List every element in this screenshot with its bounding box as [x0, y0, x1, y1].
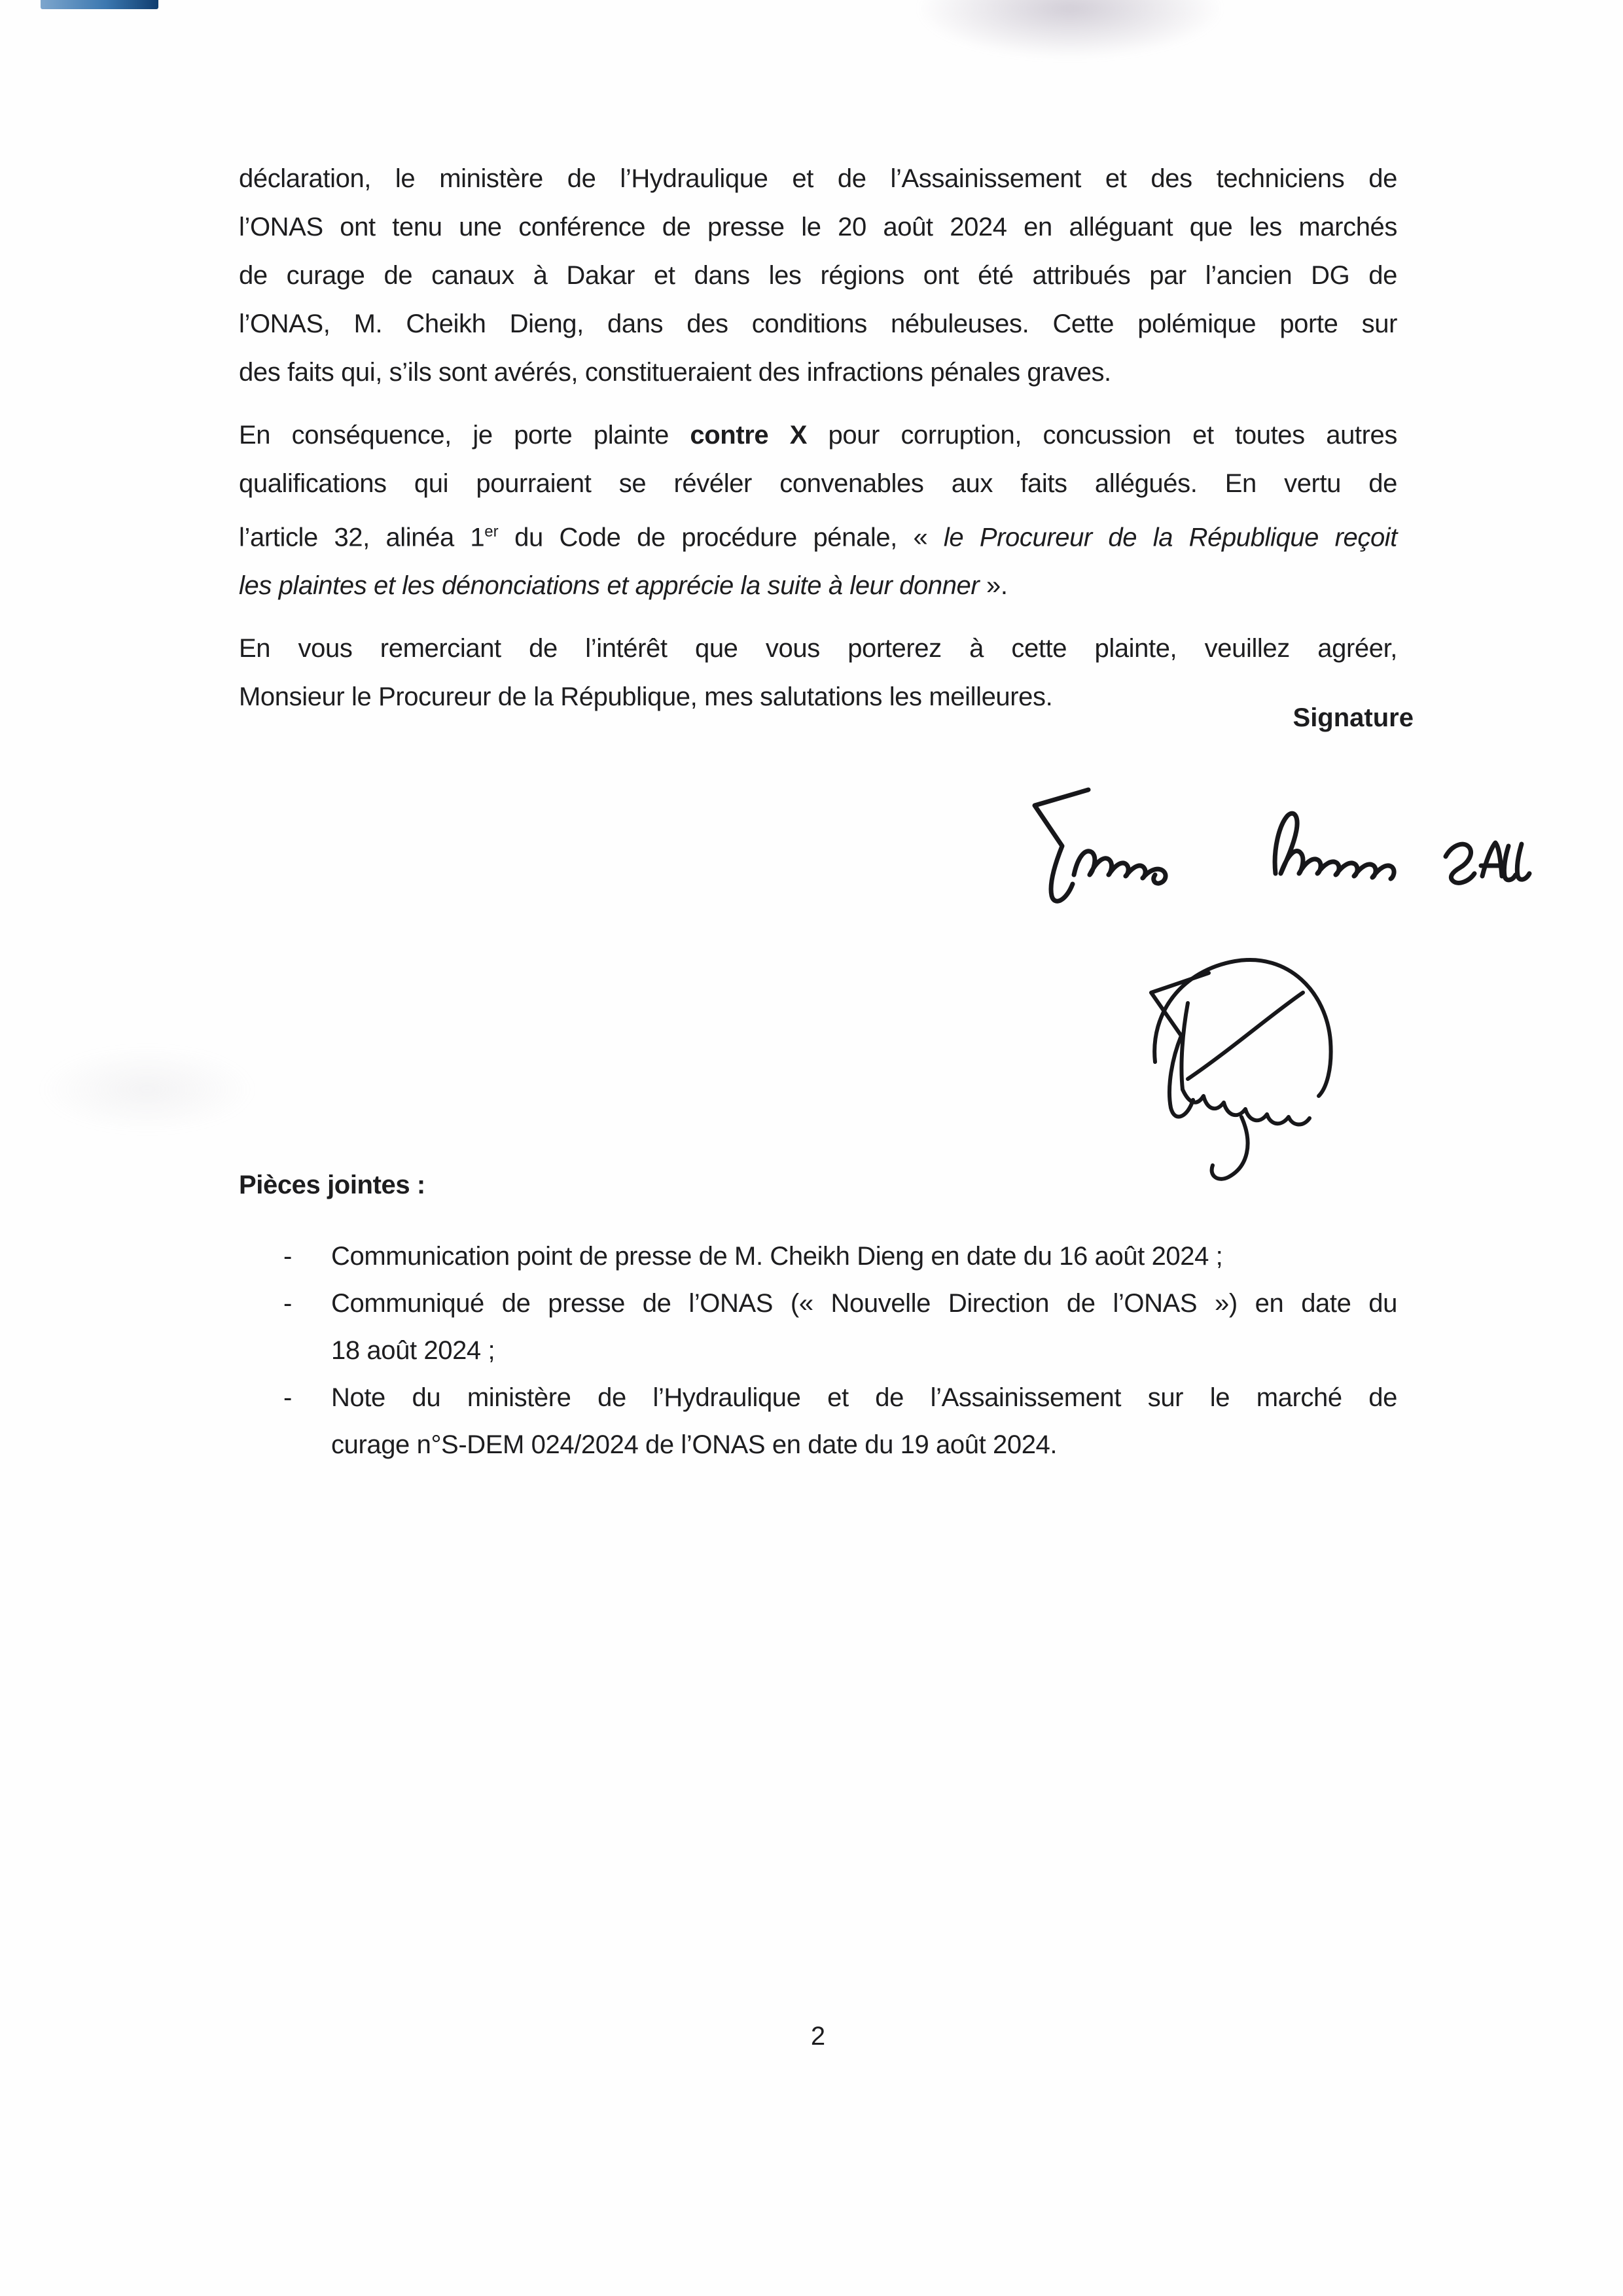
paragraph	[239, 411, 1397, 610]
attachments-list	[239, 1233, 1397, 1468]
paragraph-line: l’ONAS ont tenu une conférence de presse le 20 août 2024 en alléguant que les marchés	[239, 213, 1397, 241]
paragraph	[239, 154, 1397, 397]
signature-label: Signature	[1293, 703, 1414, 732]
signature-name-strokes	[1035, 790, 1529, 901]
attachment-line: - Communiqué de presse de l’ONAS (« Nouvelle Direction de l’ONAS ») en date du	[239, 1280, 1397, 1327]
paragraph-line: l’ONAS, M. Cheikh Dieng, dans des conditions nébuleuses. Cette polémique porte sur	[239, 309, 1397, 338]
paragraph-line: l’article 32, alinéa 1er du Code de procédure pénale, « le Procureur de la République reçoit	[239, 523, 1398, 552]
paragraph-line: Monsieur le Procureur de la République, mes salutations les meilleures.	[239, 682, 1053, 712]
list-dash-marker: -	[283, 1242, 292, 1271]
paragraph-line: qualifications qui pourraient se révéler convenables aux faits allégués. En vertu de	[239, 469, 1397, 498]
paragraph-line: des faits qui, s’ils sont avérés, constitueraient des infractions pénales graves.	[239, 358, 1111, 387]
attachment-line: - Note du ministère de l’Hydraulique et de l’Assainissement sur le marché de	[239, 1374, 1397, 1421]
scan-smudge-top	[916, 0, 1224, 59]
attachment-line: curage n°S-DEM 024/2024 de l’ONAS en date du 19 août 2024.	[331, 1430, 1058, 1459]
attachments-heading: Pièces jointes :	[239, 1171, 425, 1199]
paragraph-line: les plaintes et les dénonciations et apprécie la suite à leur donner ».	[239, 571, 1008, 601]
scan-smudge-left	[39, 1047, 255, 1132]
list-dash-marker: -	[283, 1289, 292, 1318]
paragraph-line: En conséquence, je porte plainte contre X pour corruption, concussion et toutes autres	[239, 421, 1397, 450]
scan-blue-mark	[41, 0, 158, 9]
letter-body	[239, 154, 1397, 735]
attachment-line: 18 août 2024 ;	[331, 1336, 495, 1365]
attachment-line: - Communication point de presse de M. Cheikh Dieng en date du 16 août 2024 ;	[239, 1233, 1397, 1280]
paragraph-line: de curage de canaux à Dakar et dans les régions ont été attribués par l’ancien DG de	[239, 261, 1397, 290]
page-number: 2	[810, 2022, 826, 2051]
signature-flourish-strokes	[1151, 960, 1331, 1179]
paragraph-line: En vous remerciant de l’intérêt que vous porterez à cette plainte, veuillez agréer,	[239, 634, 1397, 663]
list-dash-marker: -	[283, 1383, 292, 1412]
handwritten-signature	[1011, 775, 1535, 1181]
paragraph-line: déclaration, le ministère de l’Hydraulique et de l’Assainissement et des techniciens de	[239, 164, 1397, 193]
